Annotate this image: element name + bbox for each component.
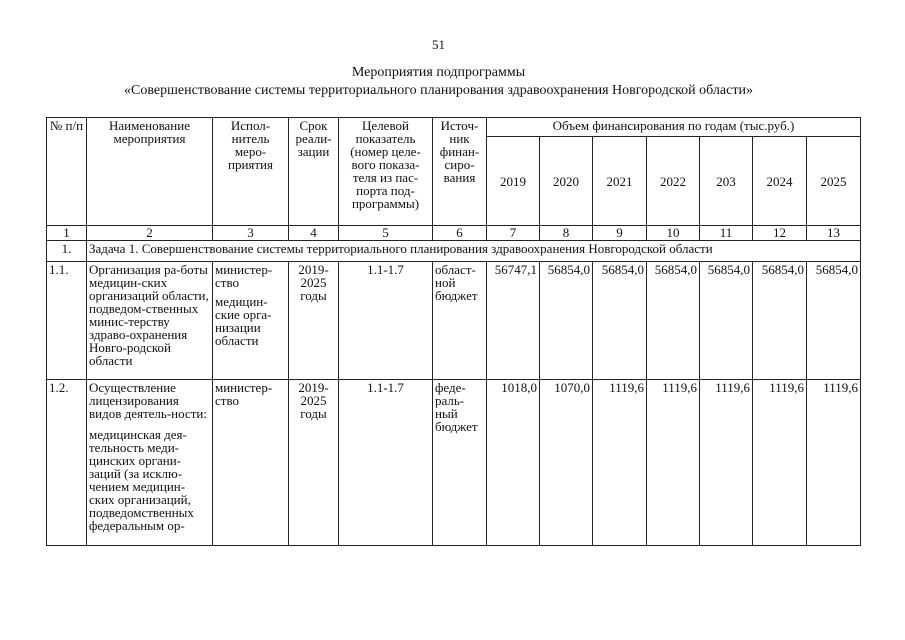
row-name <box>87 262 213 380</box>
row-name-text: медицинская дея-тельность меди-цинских органи-заций (за исклю-чением медицин-ских организаций, подведомственных федеральным ор- <box>89 427 194 533</box>
header-financing: Объем финансирования по годам (тыс.руб.) <box>487 118 861 137</box>
column-number: 1 <box>47 226 87 241</box>
row-value: 56854,0 <box>807 262 861 380</box>
column-number: 10 <box>647 226 700 241</box>
column-number: 5 <box>339 226 433 241</box>
column-number: 9 <box>593 226 647 241</box>
header-row <box>47 118 861 137</box>
row-value: 1119,6 <box>807 380 861 546</box>
task-text: Задача 1. Совершенствование системы территориального планирования здравоохранения Новгородской области <box>87 241 861 262</box>
column-number: 3 <box>213 226 289 241</box>
header-year: 2019 <box>487 137 540 226</box>
activities-table <box>46 117 861 546</box>
column-number: 7 <box>487 226 540 241</box>
row-value: 1119,6 <box>593 380 647 546</box>
row-executor-text: министер-ство <box>215 380 273 408</box>
header-year: 203 <box>700 137 753 226</box>
row-term: 2019-2025 годы <box>289 262 339 380</box>
row-name-text: Осуществление лицензирования видов деятель-ности: <box>89 380 207 421</box>
column-number: 6 <box>433 226 487 241</box>
column-number: 2 <box>87 226 213 241</box>
row-indicator: 1.1-1.7 <box>339 262 433 380</box>
table-row <box>47 380 861 546</box>
header-indicator: Целевой показатель (номер целе-вого показа-теля из пас-порта под-программы) <box>339 118 433 226</box>
title-line-2: «Совершенствование системы территориального планирования здравоохранения Новгородской области» <box>124 83 753 98</box>
header-term: Срок реали-зации <box>289 118 339 226</box>
row-value: 1119,6 <box>647 380 700 546</box>
row-value: 56747,1 <box>487 262 540 380</box>
row-value: 56854,0 <box>753 262 807 380</box>
column-number: 13 <box>807 226 861 241</box>
row-executor-text: министер-ство <box>215 262 273 290</box>
row-term: 2019-2025 годы <box>289 380 339 546</box>
row-name <box>87 380 213 546</box>
header-year: 2022 <box>647 137 700 226</box>
column-number: 8 <box>540 226 593 241</box>
header-year: 2024 <box>753 137 807 226</box>
row-number: 1.2. <box>47 380 87 546</box>
row-executor <box>213 262 289 380</box>
page-number: 51 <box>432 37 445 52</box>
document-title <box>0 64 877 100</box>
row-source: област-ной бюджет <box>433 262 487 380</box>
row-executor-text: медицин-ские орга-низации области <box>215 294 272 348</box>
column-number: 4 <box>289 226 339 241</box>
header-source: Источ-ник финан-сиро-вания <box>433 118 487 226</box>
row-indicator: 1.1-1.7 <box>339 380 433 546</box>
row-value: 56854,0 <box>647 262 700 380</box>
header-executor: Испол-нитель меро-приятия <box>213 118 289 226</box>
column-number: 12 <box>753 226 807 241</box>
table-row <box>47 262 861 380</box>
column-number-row <box>47 226 861 241</box>
header-name: Наименование мероприятия <box>87 118 213 226</box>
row-value: 1070,0 <box>540 380 593 546</box>
task-row <box>47 241 861 262</box>
header-year: 2021 <box>593 137 647 226</box>
row-value: 56854,0 <box>700 262 753 380</box>
header-year: 2020 <box>540 137 593 226</box>
header-year: 2025 <box>807 137 861 226</box>
column-number: 11 <box>700 226 753 241</box>
row-executor <box>213 380 289 546</box>
row-value: 1119,6 <box>700 380 753 546</box>
row-value: 56854,0 <box>593 262 647 380</box>
title-line-1: Мероприятия подпрограммы <box>351 65 526 80</box>
row-value: 56854,0 <box>540 262 593 380</box>
row-name-text: Организация ра-боты медицин-ских организаций области, подведом-ственных минис-терству здраво-охранения Новго-родской области <box>89 262 209 368</box>
row-value: 1119,6 <box>753 380 807 546</box>
row-number: 1.1. <box>47 262 87 380</box>
row-value: 1018,0 <box>487 380 540 546</box>
row-source: феде-раль-ный бюджет <box>433 380 487 546</box>
task-number: 1. <box>47 241 87 262</box>
header-num: № п/п <box>47 118 87 226</box>
